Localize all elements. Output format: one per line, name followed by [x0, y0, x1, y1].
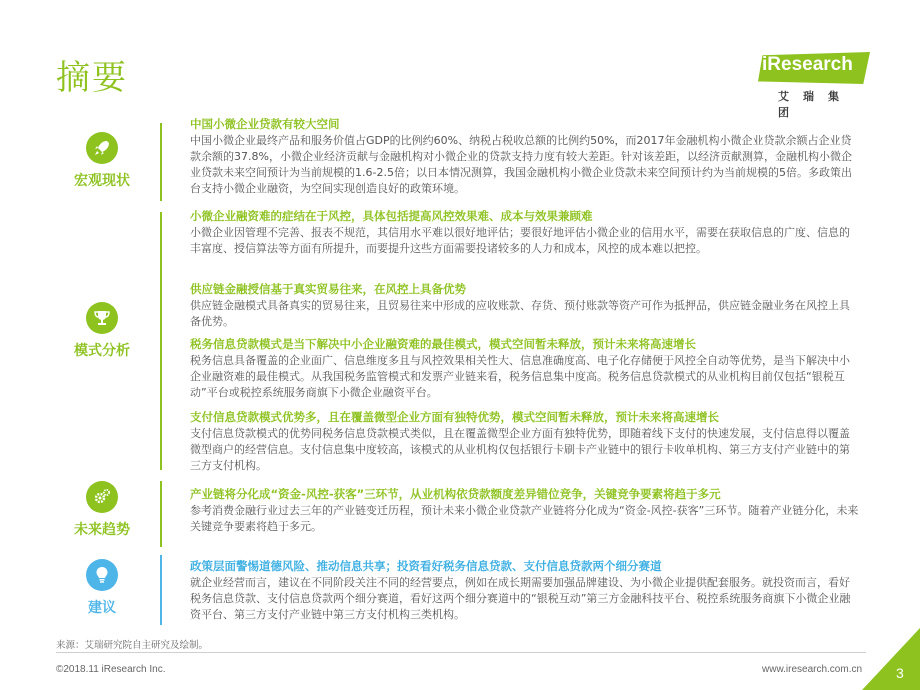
category-model	[56, 302, 148, 360]
section-future-trend	[190, 486, 860, 535]
section-heading: 支付信息贷款模式优势多，且在覆盖微型企业方面有独特优势，模式空间暂未释放，预计未来将高速增长	[190, 410, 719, 424]
category-trend	[56, 481, 148, 539]
section-tax-info	[190, 336, 860, 401]
category-label: 模式分析	[74, 343, 130, 359]
section-risk-control	[190, 208, 860, 257]
section-body: 小微企业因管理不完善、报表不规范，其信用水平难以很好地评估；要很好地评估小微企业的信用水平，需要在获取信息的广度、信息的丰富度、授信算法等方面有所提升，而要提升这些方面需要投诸较多的人力和成本，风控的成本难以把控。	[190, 226, 850, 255]
website-link[interactable]: www.iresearch.com.cn	[762, 664, 863, 675]
source-note: 来源：艾瑞研究院自主研究及绘制。	[56, 640, 209, 651]
section-advice	[190, 558, 860, 623]
divider-line	[160, 212, 162, 470]
section-heading: 小微企业融资难的症结在于风控，具体包括提高风控效果难、成本与效果兼顾难	[190, 209, 593, 223]
section-body: 税务信息具备覆盖的企业面广、信息维度多且与风控效果相关性大、信息准确度高、电子化存储便于风控全自动等优势，是当下解决中小企业融资难的最佳模式。从我国税务监管模式和发票产业链来看，税务信息集中度高。税务信息贷款模式的从业机构目前仅包括“银税互动”平台或税控系统服务商旗下小微企业融资平台。	[190, 354, 850, 399]
divider-line	[160, 123, 162, 201]
section-payment-info	[190, 409, 860, 474]
logo-subtitle: 艾瑞集团	[778, 90, 853, 119]
section-heading: 政策层面警惕道德风险、推动信息共享；投资看好税务信息贷款、支付信息贷款两个细分赛道	[190, 559, 662, 573]
footer-divider	[56, 652, 866, 653]
category-advice	[56, 559, 148, 617]
section-body: 支付信息贷款模式的优势同税务信息贷款模式类似，且在覆盖微型企业方面有独特优势，即随着线下支付的快速发展，支付信息得以覆盖微型商户的经营信息。支付信息集中度较高，该模式的从业机构仅包括银行卡刷卡产业链中的银行卡收单机构、第三方支付产业链中的第三方支付机构。	[190, 427, 850, 472]
category-label: 宏观现状	[74, 173, 130, 189]
category-label: 未来趋势	[74, 522, 130, 538]
page-number: 3	[896, 665, 904, 681]
section-heading: 税务信息贷款模式是当下解决中小企业融资难的最佳模式，模式空间暂未释放，预计未来将高速增长	[190, 337, 696, 351]
divider-line	[160, 481, 162, 547]
lightbulb-icon	[86, 559, 118, 591]
category-macro	[56, 132, 148, 190]
page-title: 摘要	[56, 58, 128, 98]
section-body: 就企业经营而言，建议在不同阶段关注不同的经营要点，例如在成长期需要加强品牌建设、为小微企业提供配套服务。就投资而言，看好税务信息贷款、支付信息贷款两个细分赛道，看好这两个细分赛道中的“银税互动”第三方金融科技平台、税控系统服务商旗下小微企业融资平台、第三方支付产业链中第三方支付机构三类机构。	[190, 576, 851, 621]
rocket-icon	[86, 132, 118, 164]
corner-decoration	[862, 628, 920, 690]
section-heading: 中国小微企业贷款有较大空间	[190, 117, 340, 131]
divider-line	[160, 555, 162, 625]
section-body: 参考消费金融行业过去三年的产业链变迁历程，预计未来小微企业贷款产业链将分化成为“资金-风控-获客”三环节。随着产业链分化，未来关键竞争要素将趋于多元。	[190, 504, 859, 533]
copyright: ©2018.11 iResearch Inc.	[56, 664, 166, 675]
trophy-icon	[86, 302, 118, 334]
section-body: 中国小微企业最终产品和服务价值占GDP的比例约60%、纳税占税收总额的比例约50%，而2017年金融机构小微企业贷款余额占企业贷款余额的37.8%，小微企业经济贡献与金融机构对小微企业的贷款支持力度有较大差距。针对该差距，以经济贡献测算，金融机构小微企业贷款未来空间预计为当前规模的1.6-2.5倍；以日本情况测算，我国金融机构小微企业贷款未来空间预计约为当前规模的5倍。多政策出台支持小微企业融资，为空间实现创造良好的政策环境。	[190, 134, 852, 195]
logo-word: iResearch	[762, 54, 853, 75]
section-supply-chain	[190, 281, 860, 330]
section-body: 供应链金融模式具备真实的贸易往来，且贸易往来中形成的应收账款、存货、预付账款等资产可作为抵押品，供应链金融业务在风控上具备优势。	[190, 299, 850, 328]
gears-icon	[86, 481, 118, 513]
category-label: 建议	[88, 600, 116, 616]
section-heading: 供应链金融授信基于真实贸易往来，在风控上具备优势	[190, 282, 466, 296]
section-macro-status	[190, 116, 860, 197]
section-heading: 产业链将分化成“资金-风控-获客”三环节，从业机构依贷款额度差异错位竞争，关键竞争要素将趋于多元	[190, 487, 721, 501]
iresearch-logo	[752, 50, 872, 119]
